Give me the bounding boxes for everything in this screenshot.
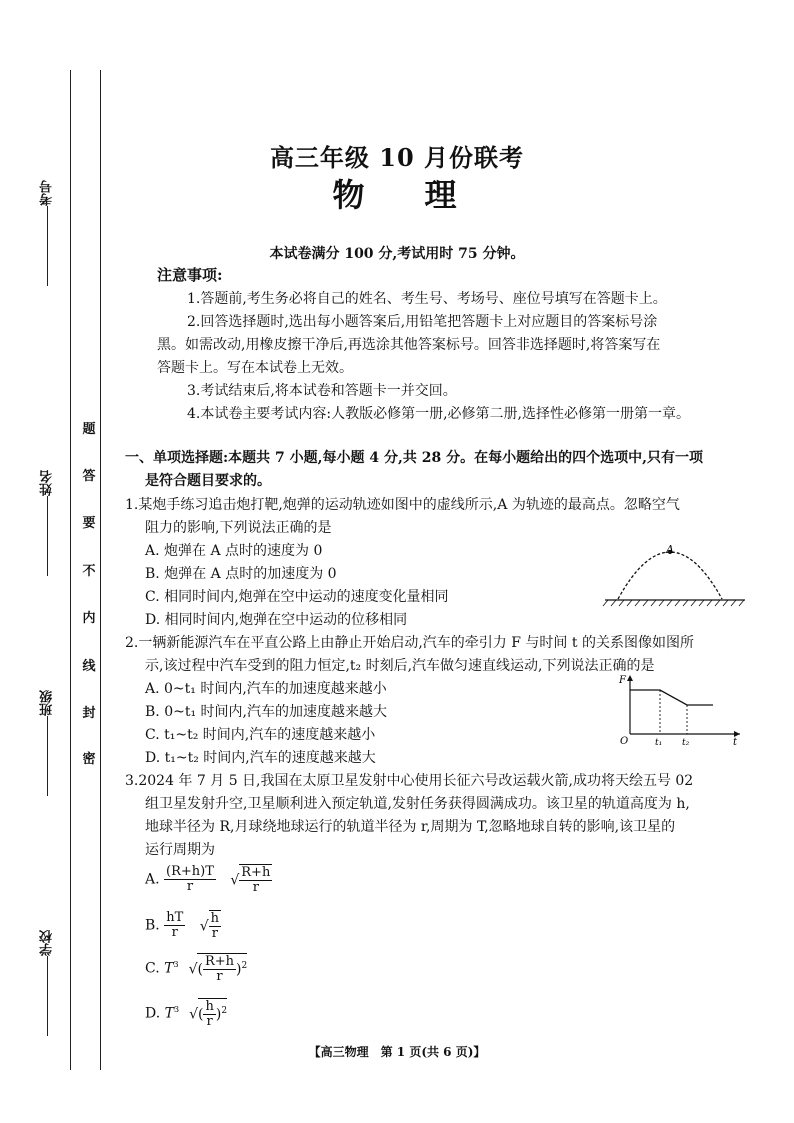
question-3-stem-cont: 地球半径为 R,月球绕地球运行的轨道半径为 r,周期为 T,忽略地球自转的影响,该卫星的 <box>145 819 676 835</box>
f-label: F <box>619 675 626 686</box>
field-name: 姓名 <box>38 470 62 580</box>
question-1-stem: 1.某炮手练习追击炮打靶,炮弹的运动轨迹如图中的虚线所示,A 为轨迹的最高点。忽略空气 <box>125 497 680 513</box>
question-2-option-a: A. 0~t₁ 时间内,汽车的加速度越来越小 <box>145 681 387 697</box>
question-3-option-c: C. $T^3$ √( $\frac{R+h}{r}$ )$^2$ <box>145 954 248 985</box>
notice-item-2-cont: 黑。如需改动,用橡皮擦干净后,再选涂其他答案标号。回答非选择题时,将答案写在 <box>157 337 661 353</box>
seal-char: 密 <box>82 752 96 767</box>
seal-char: 不 <box>82 564 96 579</box>
field-school: 学校 <box>38 930 62 1040</box>
question-1-stem-cont: 阻力的影响,下列说法正确的是 <box>145 520 332 536</box>
question-2-stem-cont: 示,该过程中汽车受到的阻力恒定,t₂ 时刻后,汽车做匀速直线运动,下列说法正确的是 <box>145 658 655 674</box>
exam-info: 本试卷满分 100 分,考试用时 75 分钟。 <box>269 246 525 262</box>
question-3-stem-cont: 组卫星发射升空,卫星顺利进入预定轨道,发射任务获得圆满成功。该卫星的轨道高度为 h, <box>145 796 690 812</box>
seal-char: 题 <box>82 422 96 437</box>
seal-char: 答 <box>82 469 96 484</box>
question-3-option-b: B. $\frac{hT}{r}$ √ $\frac{h}{r}$ <box>145 910 219 941</box>
question-1-option-b: B. 炮弹在 A 点时的加速度为 0 <box>145 566 337 582</box>
question-3-option-a: A. $\frac{(R+h)T}{r}$ √ $\frac{R+h}{r}$ <box>145 864 271 895</box>
question-2-stem: 2.一辆新能源汽车在平直公路上由静止开始启动,汽车的牵引力 F 与时间 t 的关系图像如图所 <box>125 635 694 651</box>
ground-hatch <box>603 600 744 606</box>
notice-item-1: 1.答题前,考生务必将自己的姓名、考生号、考场号、座位号填写在答题卡上。 <box>187 291 667 307</box>
binding-line-outer <box>70 70 71 1070</box>
trajectory-figure <box>600 535 750 610</box>
origin-label: O <box>620 736 629 747</box>
exam-title: 高三年级 10 月份联考 <box>269 143 525 172</box>
notice-item-2-cont: 答题卡上。写在本试卷上无效。 <box>157 360 353 376</box>
notice-item-4: 4.本试卷主要考试内容:人教版必修第一册,必修第二册,选择性必修第一册第一章。 <box>187 406 690 422</box>
subject-title: 物理 <box>332 176 517 214</box>
seal-char: 内 <box>82 611 96 626</box>
notice-heading: 注意事项: <box>157 266 223 284</box>
section-heading-cont: 是符合题目要求的。 <box>145 473 271 489</box>
trajectory-path <box>618 552 722 599</box>
question-1-option-c: C. 相同时间内,炮弹在空中运动的速度变化量相同 <box>145 589 449 605</box>
t2-label: t₂ <box>682 738 690 747</box>
notice-item-2: 2.回答选择题时,选出每小题答案后,用铅笔把答题卡上对应题目的答案标号涂 <box>187 314 658 330</box>
question-3-option-d: D. $T^3$ √( $\frac{h}{r}$ )$^2$ <box>145 999 228 1030</box>
question-2-option-c: C. t₁~t₂ 时间内,汽车的速度越来越小 <box>145 727 376 743</box>
section-heading: 一、单项选择题:本题共 7 小题,每小题 4 分,共 28 分。在每小题给出的四个选项中,只有一项 <box>125 450 703 466</box>
force-curve <box>630 690 713 705</box>
question-2-option-d: D. t₁~t₂ 时间内,汽车的速度越来越大 <box>145 750 376 766</box>
field-exam-number: 考号 <box>38 180 62 290</box>
seal-char: 封 <box>82 706 96 721</box>
question-2-option-b: B. 0~t₁ 时间内,汽车的加速度越来越大 <box>145 704 387 720</box>
t-label: t <box>733 737 738 747</box>
seal-char: 线 <box>82 659 96 674</box>
seal-char: 要 <box>82 516 96 531</box>
question-1-option-a: A. 炮弹在 A 点时的速度为 0 <box>145 543 323 559</box>
question-1-option-d: D. 相同时间内,炮弹在空中运动的位移相同 <box>145 612 408 628</box>
question-3-stem-cont: 运行周期为 <box>145 842 215 858</box>
binding-line-inner <box>100 70 101 1070</box>
notice-item-3: 3.考试结束后,将本试卷和答题卡一并交回。 <box>187 383 457 399</box>
apex-label: A <box>666 543 674 556</box>
page-footer: 【高三物理 第 1 页(共 6 页)】 <box>308 1045 486 1059</box>
field-class: 班级 <box>38 690 62 800</box>
t1-label: t₁ <box>655 738 663 747</box>
force-time-graph <box>615 672 745 747</box>
question-3-stem: 3.2024 年 7 月 5 日,我国在太原卫星发射中心使用长征六号改运载火箭,成功将天绘五号 02 <box>125 773 694 789</box>
